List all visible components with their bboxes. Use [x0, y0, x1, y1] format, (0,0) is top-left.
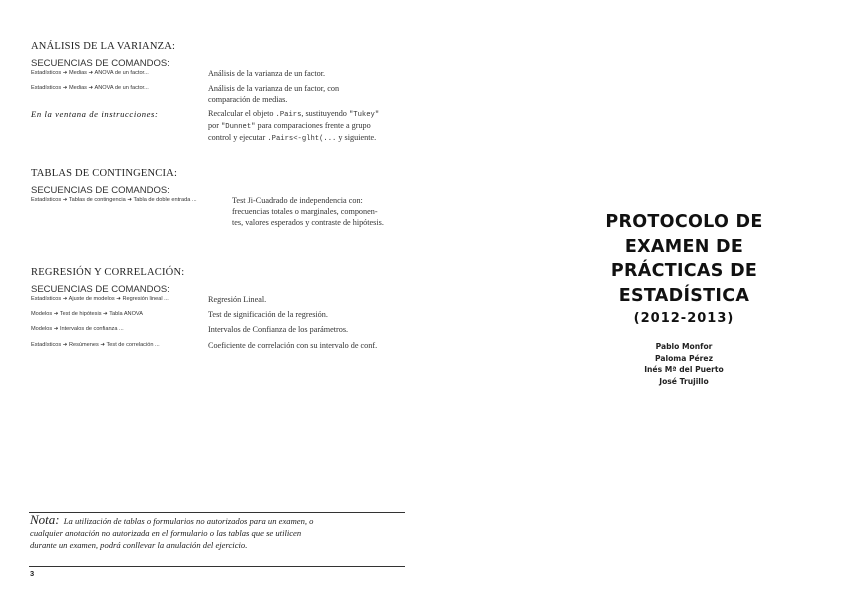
- note-top-rule: [29, 512, 405, 513]
- anova-commands-subtitle: SECUENCIAS DE COMANDOS:: [31, 58, 170, 69]
- description-line: [208, 121, 408, 133]
- command-description: [232, 196, 384, 228]
- note-text: La utilización de tablas o formularios no autorizados para un examen, o: [61, 516, 314, 526]
- author-name: Pablo Monfor: [655, 342, 713, 351]
- description-line: Análisis de la varianza de un factor, con: [208, 84, 340, 93]
- contingency-section-title: TABLAS DE CONTINGENCIA:: [31, 168, 178, 179]
- disclaimer-note: [30, 514, 406, 551]
- instructions-description: [208, 109, 408, 144]
- text-fragment: y siguiente.: [336, 132, 377, 142]
- cover-title-line: ESTADÍSTICA: [618, 285, 750, 306]
- command-description: [208, 84, 339, 106]
- note-line: cualquier anotación no autorizada en el formulario o las tablas que se utilicen: [30, 528, 302, 538]
- contingency-commands-subtitle: SECUENCIAS DE COMANDOS:: [31, 185, 170, 196]
- text-fragment: Recalcular el objeto: [208, 109, 276, 118]
- note-bottom-rule: [29, 566, 405, 567]
- description-line: frecuencias totales o marginales, componen-: [232, 206, 378, 216]
- text-fragment: por: [208, 120, 221, 130]
- description-line: Test Ji-Cuadrado de independencia con:: [232, 196, 363, 205]
- cover-title-line: PROTOCOLO DE: [605, 212, 763, 232]
- description-line: [208, 109, 408, 121]
- cover-title-line: PRÁCTICAS DE: [610, 261, 758, 281]
- menu-sequence: Estadísticos ➜ Medias ➜ ANOVA de un factor...: [31, 70, 149, 76]
- text-fragment: control y ejecutar: [208, 132, 268, 142]
- command-description: Test de significación de la regresión.: [208, 310, 328, 319]
- author-list: [519, 341, 848, 387]
- code-fragment: "Tukey": [348, 111, 380, 119]
- menu-sequence: Estadísticos ➜ Resúmenes ➜ Test de correlación ...: [31, 342, 160, 348]
- menu-sequence: Modelos ➜ Intervalos de confianza ...: [31, 326, 124, 332]
- text-fragment: para comparaciones frente a grupo: [255, 120, 371, 130]
- code-fragment: "Dunnet": [220, 122, 256, 131]
- instructions-window-label: En la ventana de instrucciones:: [31, 109, 159, 119]
- regression-commands-subtitle: SECUENCIAS DE COMANDOS:: [31, 284, 170, 295]
- cover-title-line: EXAMEN DE: [624, 236, 744, 257]
- description-line: tes, valores esperados y contraste de hipótesis.: [232, 217, 384, 227]
- code-fragment: .Pairs<-glht(...: [267, 134, 337, 143]
- code-fragment: .Pairs: [275, 111, 302, 119]
- command-description: Intervalos de Confianza de los parámetros.: [208, 325, 349, 334]
- page-number: 3: [30, 569, 35, 578]
- author-name: José Trujillo: [659, 376, 709, 386]
- cover-page: [424, 0, 848, 599]
- command-description: Regresión Lineal.: [208, 295, 267, 304]
- description-line: comparación de medias.: [208, 94, 288, 104]
- regression-section-title: REGRESIÓN Y CORRELACIÓN:: [31, 267, 185, 278]
- note-line: durante un examen, podrá conllevar la anulación del ejercicio.: [30, 540, 248, 550]
- command-description: Coeficiente de correlación con su intervalo de conf.: [208, 341, 378, 350]
- note-line: [30, 514, 406, 527]
- menu-sequence: Estadísticos ➜ Tablas de contingencia ➜ Tabla de doble entrada ...: [31, 197, 197, 203]
- command-description: Análisis de la varianza de un factor.: [208, 69, 326, 78]
- menu-sequence: Estadísticos ➜ Medias ➜ ANOVA de un factor...: [31, 85, 149, 91]
- cover-academic-year: (2012-2013): [633, 311, 735, 326]
- text-fragment: , sustituyendo: [301, 109, 349, 118]
- cover-title: [519, 210, 848, 330]
- note-label: Nota:: [30, 512, 60, 527]
- anova-section-title: ANÁLISIS DE LA VARIANZA:: [31, 41, 176, 52]
- author-name: Inés Mª del Puerto: [644, 365, 724, 374]
- description-line: [208, 133, 408, 145]
- menu-sequence: Estadísticos ➜ Ajuste de modelos ➜ Regresión lineal ...: [31, 296, 169, 302]
- author-name: Paloma Pérez: [654, 353, 714, 363]
- menu-sequence: Modelos ➜ Test de hipótesis ➜ Tabla ANOVA: [31, 311, 143, 317]
